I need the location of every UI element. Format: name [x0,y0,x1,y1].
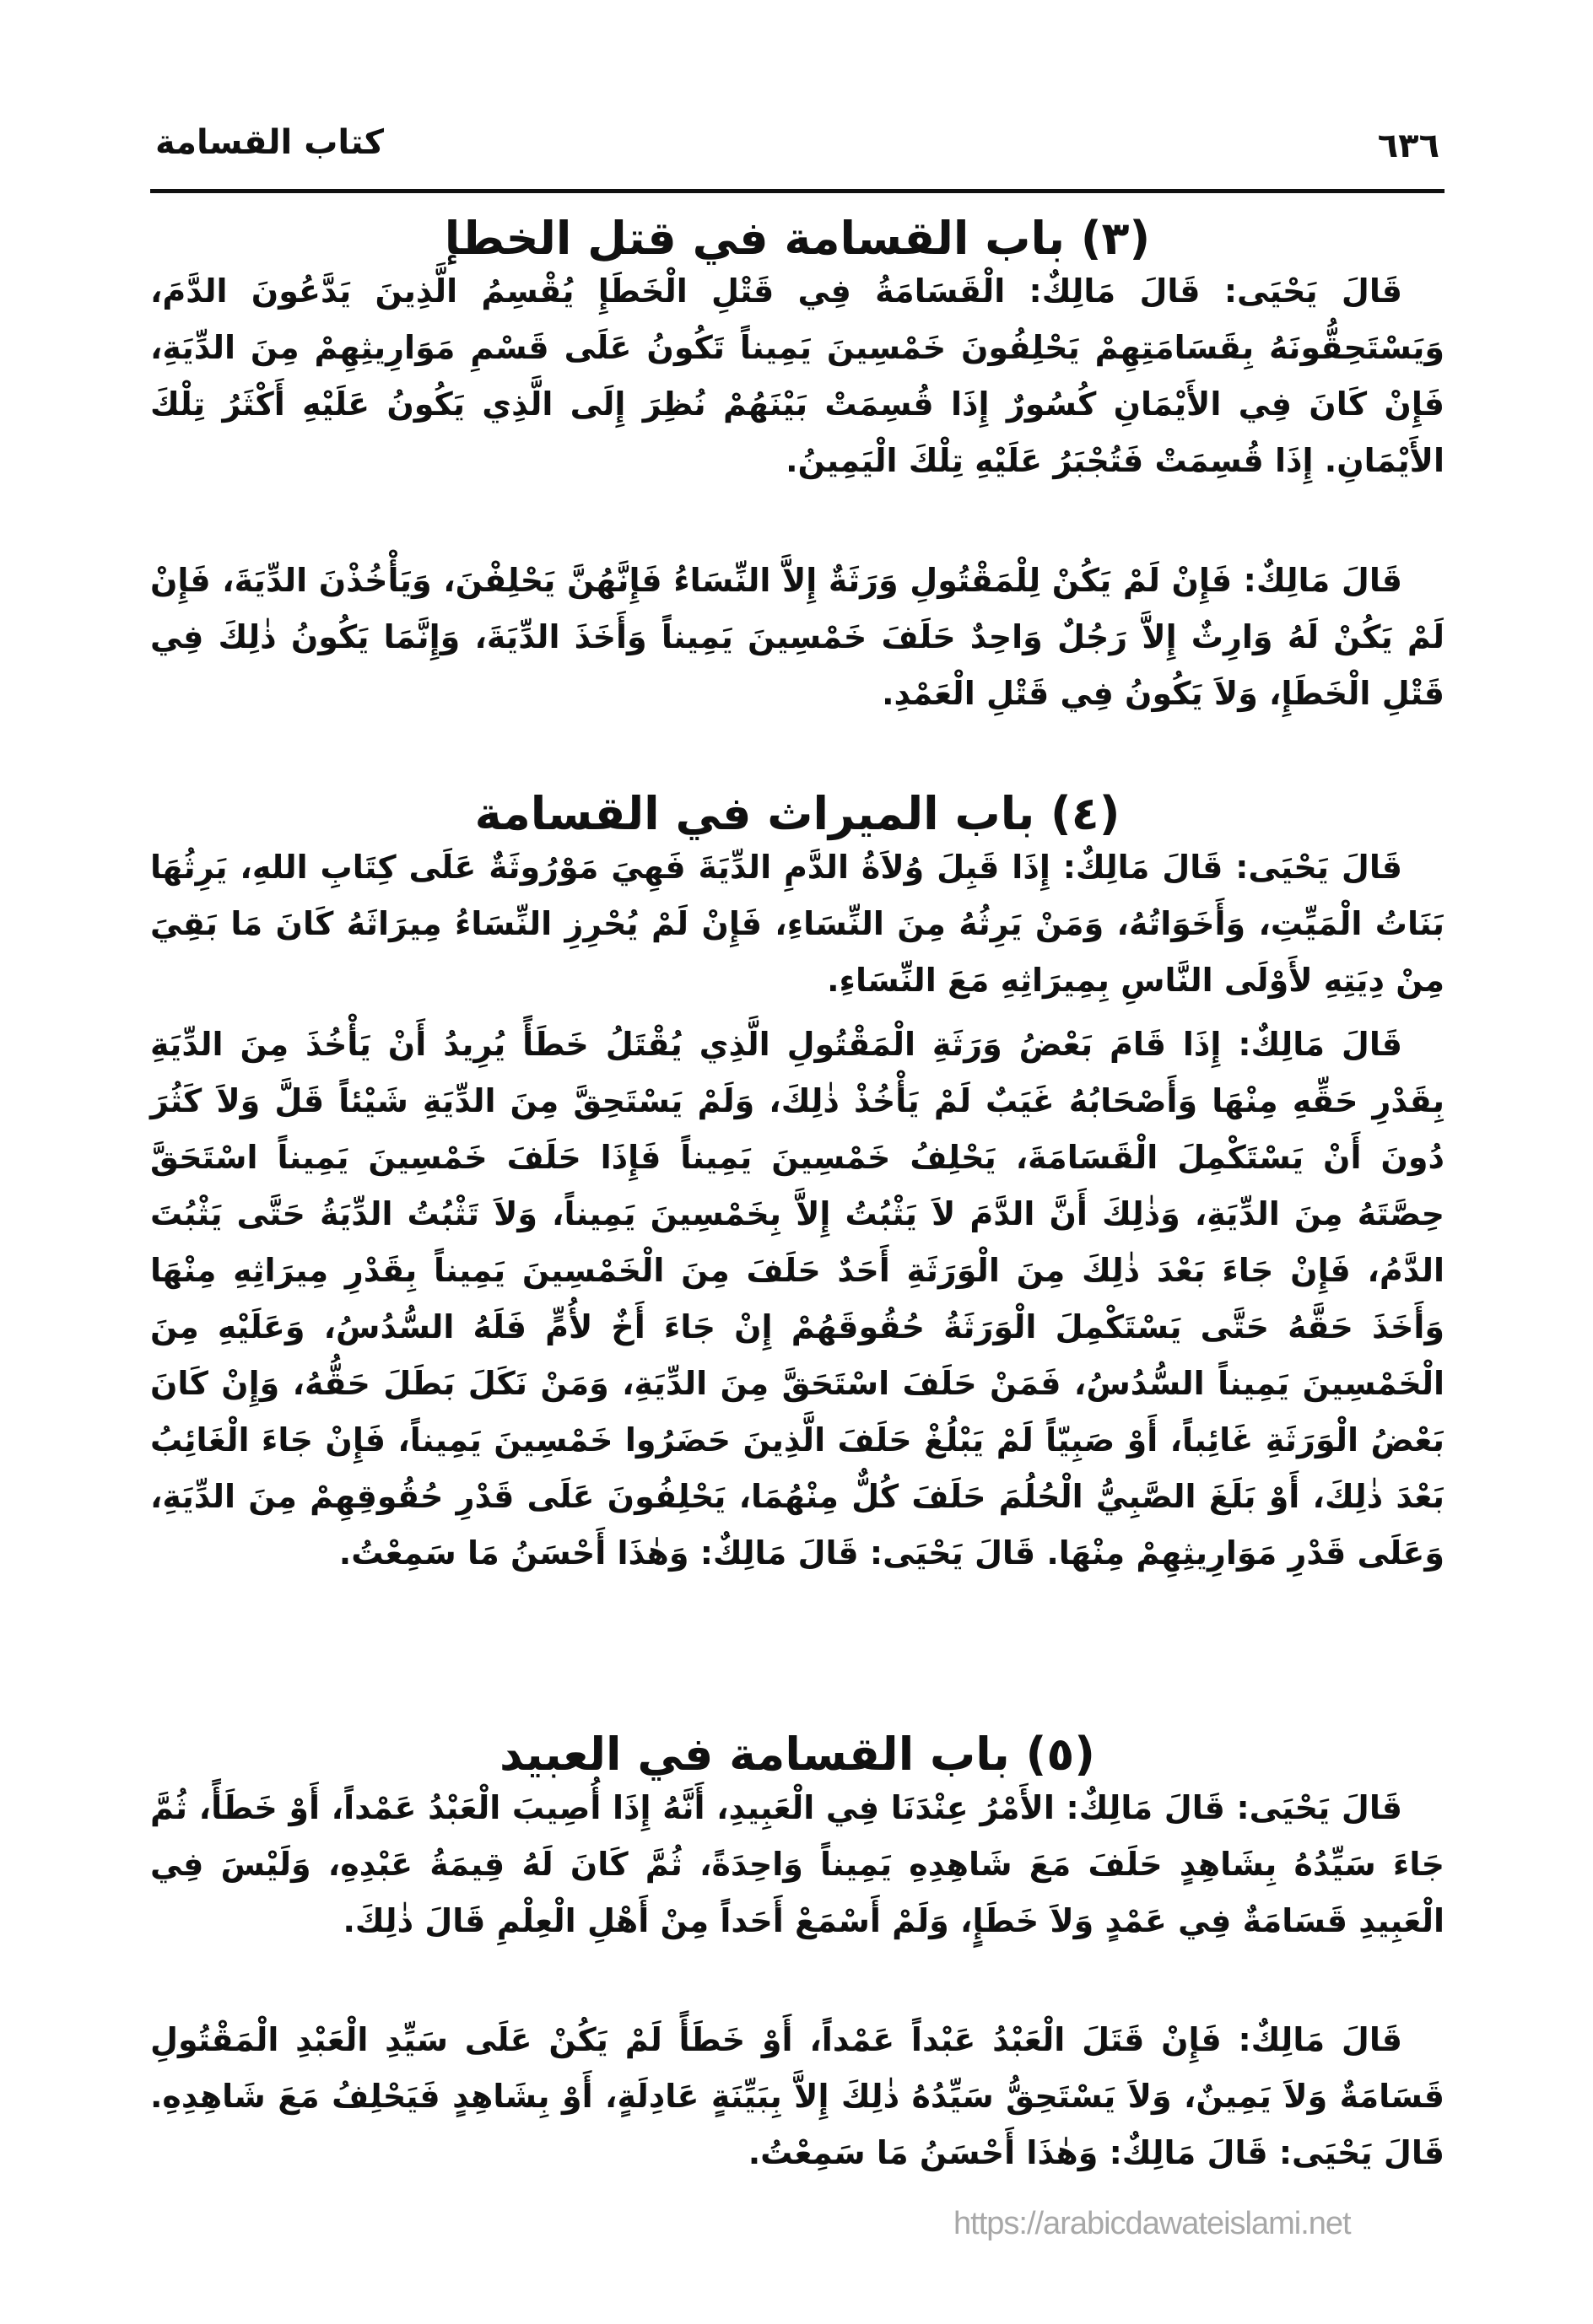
paragraph-text: وَهٰذَا أَحْسَنُ مَا سَمِعْتُ. [338,1534,689,1572]
paragraph-text: فَإِنْ قَتَلَ الْعَبْدُ عَبْداً عَمْداً، أَوْ خَطَأً لَمْ يَكُنْ عَلَى سَيِّدِ الْعَبْدِ الْمَقْتُولِ قَسَامَةٌ وَلاَ يَمِينٌ، وَلاَ يَسْتَحِقُّ سَيِّدُهُ ذٰلِكَ إِلاَّ بِبَيِّنَةٍ عَادِلَةٍ، أَوْ بِشَاهِدٍ فَيَحْلِفُ مَعَ شَاهِدِهِ. [150,2021,1444,2115]
speaker-lead: قَالَ يَحْيَى: قَالَ مَالِكٌ: [699,1534,1036,1572]
watermark-url: https://arabicdawateislami.net [953,2206,1351,2241]
speaker-lead: قَالَ مَالِكٌ: [1238,2021,1402,2058]
paragraph-text: الأَمْرُ عِنْدَنَا فِي الْعَبِيدِ، أَنَّهُ إِذَا أُصِيبَ الْعَبْدُ عَمْداً، أَوْ خَطَأً، ثُمَّ جَاءَ سَيِّدُهُ بِشَاهِدٍ حَلَفَ مَعَ شَاهِدِهِ يَمِيناً وَاحِدَةً، ثُمَّ كَانَ لَهُ قِيمَةُ عَبْدِهِ، وَلَيْسَ فِي الْعَبِيدِ قَسَامَةٌ فِي عَمْدٍ وَلاَ خَطَإٍ، وَلَمْ أَسْمَعْ أَحَداً مِنْ أَهْلِ الْعِلْمِ قَالَ ذٰلِكَ. [150,1789,1444,1939]
book-page [150,0,1444,2324]
paragraph-text: الْقَسَامَةُ فِي قَتْلِ الْخَطَإِ يُقْسِمُ الَّذِينَ يَدَّعُونَ الدَّمَ، وَيَسْتَحِقُّونَهُ بِقَسَامَتِهِمْ يَحْلِفُونَ خَمْسِينَ يَمِيناً تَكُونُ عَلَى قَسْمِ مَوَارِيثِهِمْ مِنَ الدِّيَةِ، فَإِنْ كَانَ فِي الأَيْمَانِ كُسُورٌ إِذَا قُسِمَتْ بَيْنَهُمْ نُظِرَ إِلَى الَّذِي يَكُونُ عَلَيْهِ أَكْثَرُ تِلْكَ الأَيْمَانِ. إِذَا قُسِمَتْ فَتُجْبَرُ عَلَيْهِ تِلْكَ الْيَمِينُ. [150,272,1444,479]
speaker-lead: قَالَ مَالِكٌ: [1238,1026,1403,1063]
speaker-lead: قَالَ يَحْيَى: قَالَ مَالِكٌ: [1029,272,1403,310]
paragraph [150,553,1444,722]
paragraph-text: إِذَا قَبِلَ وُلاَةُ الدَّمِ الدِّيَةَ فَهِيَ مَوْرُوثَةٌ عَلَى كِتَابِ اللهِ، يَرِثُهَا بَنَاتُ الْمَيِّتِ، وَأَخَوَاتُهُ، وَمَنْ يَرِثُهُ مِنَ النِّسَاءِ، فَإِنْ لَمْ يُحْرِزِ النِّسَاءُ مِيرَاثَهُ كَانَ مَا بَقِيَ مِنْ دِيَتِهِ لأَوْلَى النَّاسِ بِمِيرَاثِهِ مَعَ النِّسَاءِ. [150,849,1444,999]
book-title: كتاب القسامة [155,123,384,162]
running-header [150,118,1444,169]
paragraph [150,839,1444,1009]
header-rule [150,189,1444,193]
paragraph-text: فَإِنْ لَمْ يَكُنْ لِلْمَقْتُولِ وَرَثَةٌ إِلاَّ النِّسَاءُ فَإِنَّهُنَّ يَحْلِفْنَ، وَيَأْخُذْنَ الدِّيَةَ، فَإِنْ لَمْ يَكُنْ لَهُ وَارِثٌ إِلاَّ رَجُلٌ وَاحِدٌ حَلَفَ خَمْسِينَ يَمِيناً وَأَخَذَ الدِّيَةَ، وَإِنَّمَا يَكُونُ ذٰلِكَ فِي قَتْلِ الْخَطَإِ، وَلاَ يَكُونُ فِي قَتْلِ الْعَمْدِ. [150,562,1444,712]
page-number: ٦٣٦ [1377,127,1439,165]
section-heading-4: (٤) باب الميراث في القسامة [474,787,1120,840]
section-heading-3: (٣) باب القسامة في قتل الخطإ [444,212,1151,265]
speaker-lead: قَالَ يَحْيَى: قَالَ مَالِكٌ: [1062,849,1403,886]
paragraph-text: وَهٰذَا أَحْسَنُ مَا سَمِعْتُ. [748,2134,1099,2171]
speaker-lead: قَالَ يَحْيَى: قَالَ مَالِكٌ: [1066,1789,1402,1826]
paragraph [150,1016,1444,1582]
section-heading-5: (٥) باب القسامة في العبيد [500,1728,1095,1781]
paragraph-text: إِذَا قَامَ بَعْضُ وَرَثَةِ الْمَقْتُولِ الَّذِي يُقْتَلُ خَطَأً يُرِيدُ أَنْ يَأْخُذَ مِنَ الدِّيَةِ بِقَدْرِ حَقِّهِ مِنْهَا وَأَصْحَابُهُ غَيَبٌ لَمْ يَأْخُذْ ذٰلِكَ، وَلَمْ يَسْتَحِقَّ مِنَ الدِّيَةِ شَيْئاً قَلَّ وَلاَ كَثُرَ دُونَ أَنْ يَسْتَكْمِلَ الْقَسَامَةَ، يَحْلِفُ خَمْسِينَ يَمِيناً فَإِذَا حَلَفَ خَمْسِينَ يَمِيناً اسْتَحَقَّ حِصَّتَهُ مِنَ الدِّيَةِ، وَذٰلِكَ أَنَّ الدَّمَ لاَ يَثْبُتُ إِلاَّ بِخَمْسِينَ يَمِيناً، وَلاَ تَثْبُتُ الدِّيَةُ حَتَّى يَثْبُتَ الدَّمُ، فَإِنْ جَاءَ بَعْدَ ذٰلِكَ مِنَ الْوَرَثَةِ أَحَدٌ حَلَفَ مِنَ الْخَمْسِينَ يَمِيناً بِقَدْرِ مِيرَاثِهِ مِنْهَا وَأَخَذَ حَقَّهُ حَتَّى يَسْتَكْمِلَ الْوَرَثَةُ حُقُوقَهُمْ إِنْ جَاءَ أَخٌ لأُمٍّ فَلَهُ السُّدُسُ، وَعَلَيْهِ مِنَ الْخَمْسِينَ يَمِيناً السُّدُسُ، فَمَنْ حَلَفَ اسْتَحَقَّ مِنَ الدِّيَةِ، وَمَنْ نَكَلَ بَطَلَ حَقُّهُ، وَإِنْ كَانَ بَعْضُ الْوَرَثَةِ غَائِباً، أَوْ صَبِيّاً لَمْ يَبْلُغْ حَلَفَ الَّذِينَ حَضَرُوا خَمْسِينَ يَمِيناً، فَإِنْ جَاءَ الْغَائِبُ بَعْدَ ذٰلِكَ، أَوْ بَلَغَ الصَّبِيُّ الْحُلُمَ حَلَفَ كُلٌّ مِنْهُمَا، يَحْلِفُونَ عَلَى قَدْرِ حُقُوقِهِمْ مِنَ الدِّيَةِ، وَعَلَى قَدْرِ مَوَارِيثِهِمْ مِنْهَا. [150,1026,1444,1572]
paragraph [150,2012,1444,2181]
paragraph [150,1780,1444,1949]
speaker-lead: قَالَ مَالِكٌ: [1243,562,1402,599]
paragraph [150,263,1444,489]
speaker-lead: قَالَ يَحْيَى: قَالَ مَالِكٌ: [1109,2134,1444,2171]
